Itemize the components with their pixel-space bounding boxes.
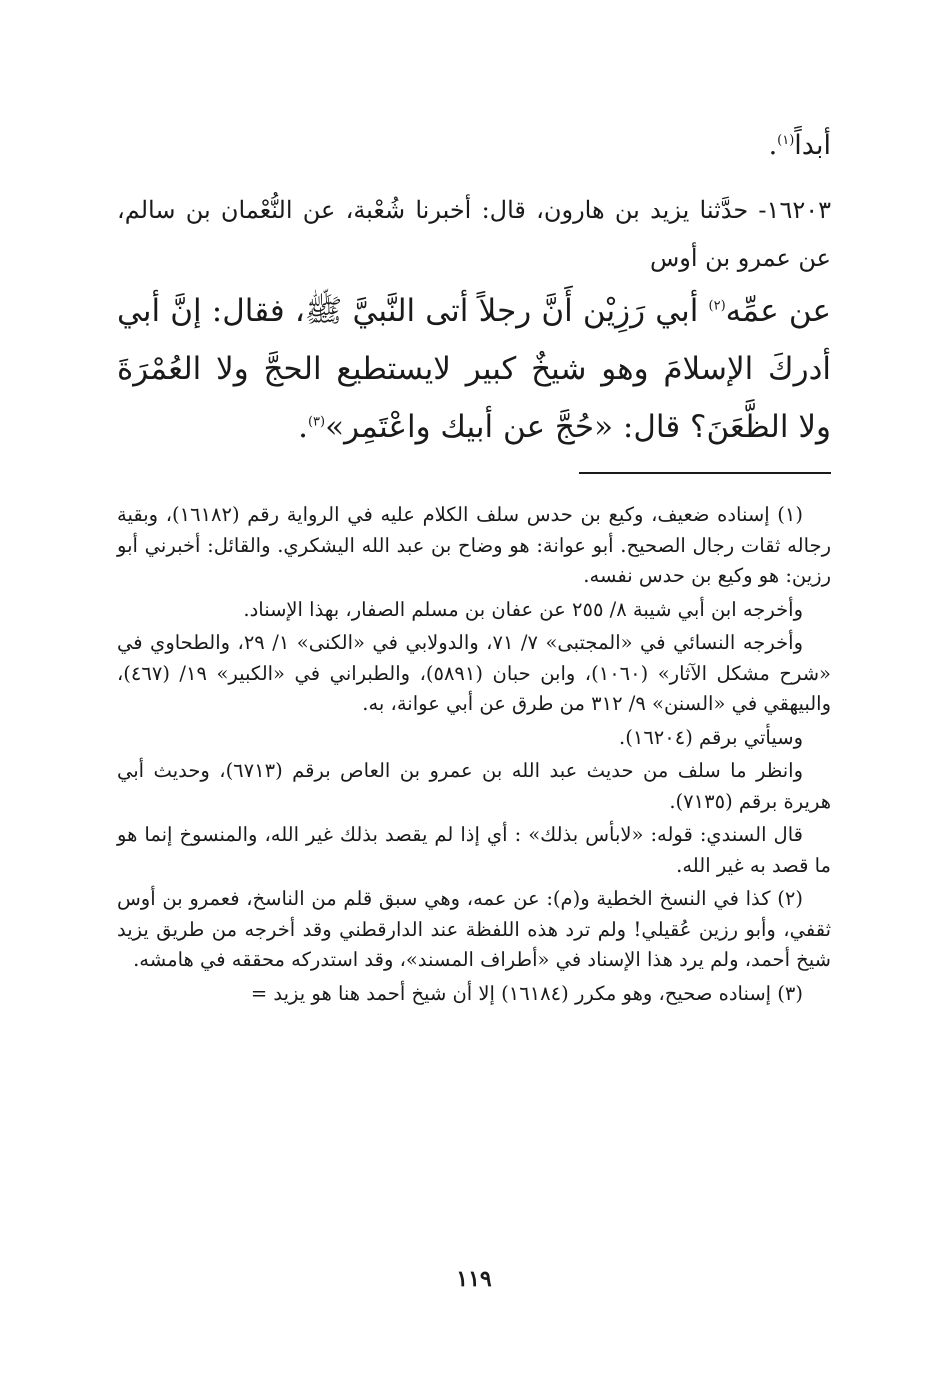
footnote-ref-1[interactable]: (١) — [777, 133, 795, 148]
continued-text — [117, 126, 831, 166]
footnote-1: (١) إسناده ضعيف، وكيع بن حدس سلف الكلام عليه في الرواية رقم (١٦١٨٢)، وبقية رجاله ثقات رجال الصحيح. أبو عوانة: هو وضاح بن عبد الله اليشكري. والقائل: أخبرني أبو رزين: هو وكيع بن حدس نفسه. — [117, 503, 831, 587]
footnote-separator — [579, 472, 831, 474]
matn-end: . — [298, 409, 308, 445]
footnote-1-paragraph: قال السندي: قوله: «لابأس بذلك» : أي إذا لم يقصد بذلك غير الله، والمنسوخ إنما هو ما قصد به غير الله. — [117, 823, 831, 877]
page-number: ١١٩ — [456, 1266, 492, 1292]
matn-part-2: أبي رَزِيْن أَنَّ رجلاً أتى النَّبيَّ ﷺ، فقال: إنَّ أبي أدركَ الإسلامَ وهو شيخٌ كبير لايستطيع الحجَّ ولا العُمْرَةَ ولا الظَّعَنَ؟ قال: «حُجَّ عن أبيك واعْتَمِر» — [117, 293, 831, 445]
footnotes-section — [117, 500, 831, 1012]
footnote-ref-2[interactable]: (٢) — [708, 298, 726, 314]
footnote-3: (٣) إسناده صحيح، وهو مكرر (١٦١٨٤) إلا أن شيخ أحمد هنا هو يزيد = — [250, 981, 803, 1005]
footnote-2: (٢) كذا في النسخ الخطية و(م): عن عمه، وهي سبق قلم من الناسخ، فعمرو بن أوس ثقفي، وأبو رزين عُقيلي! ولم ترد هذه اللفظة عند الدارقطني وقد أخرجه من طريق يزيد شيخ أحمد، ولم يرد هذا الإسناد في «أطراف المسند»، وقد استدركه محققه في هامشه. — [117, 887, 831, 971]
hadith-isnad: ١٦٢٠٣- حدَّثنا يزيد بن هارون، قال: أخبرنا شُعْبة، عن النُّعْمان بن سالم، عن عمرو بن أوس — [117, 196, 831, 272]
matn-part-1: عن عمِّه — [725, 293, 831, 329]
intro-text: أبداً — [794, 130, 831, 161]
hadith-matn — [117, 282, 831, 456]
footnote-ref-3[interactable]: (٣) — [307, 414, 326, 430]
footnote-1-paragraph: وأخرجه النسائي في «المجتبى» ٧/ ٧١، والدولابي في «الكنى» ١/ ٢٩، والطحاوي في «شرح مشكل الآثار» (١٠٦٠)، وابن حبان (٥٨٩١)، والطبراني في «الكبير» ١٩/ (٤٦٧)، والبيهقي في «السنن» ٩/ ٣١٢ من طرق عن أبي عوانة، به. — [117, 631, 831, 715]
footnote-1-paragraph: وسيأتي برقم (١٦٢٠٤). — [619, 725, 803, 749]
intro-end: . — [768, 130, 778, 161]
footnote-1-paragraph: وانظر ما سلف من حديث عبد الله بن عمرو بن العاص برقم (٦٧١٣)، وحديث أبي هريرة برقم (٧١٣٥). — [117, 759, 831, 813]
footnote-1-paragraph: وأخرجه ابن أبي شيبة ٨/ ٢٥٥ عن عفان بن مسلم الصفار، بهذا الإسناد. — [243, 597, 803, 621]
